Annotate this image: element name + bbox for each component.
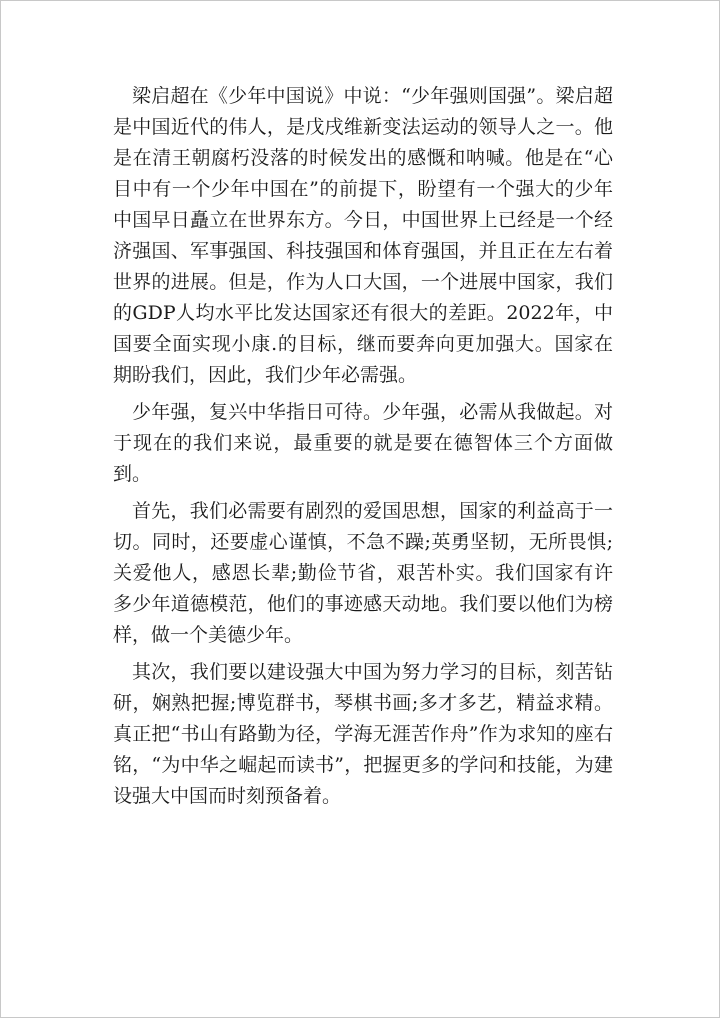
paragraph-3: 首先，我们必需要有剧烈的爱国思想，国家的利益高于一切。同时，还要虚心谨慎，不急不躁;英勇坚韧，无所畏惧;关爱他人，感恩长辈;勤俭节省，艰苦朴实。我们国家有许多少年道德模范，他们的事迹感天动地。我们要以他们为榜样，做一个美德少年。 <box>113 500 613 646</box>
paragraph-4: 其次，我们要以建设强大中国为努力学习的目标，刻苦钻研，娴熟把握;博览群书，琴棋书画;多才多艺，精益求精。真正把“书山有路勤为径，学海无涯苦作舟”作为求知的座右铭，“为中华之崛起而读书”，把握更多的学问和技能，为建设强大中国而时刻预备着。 <box>113 661 613 807</box>
document-body <box>113 81 613 812</box>
paragraph-1: 梁启超在《少年中国说》中说：“少年强则国强”。梁启超是中国近代的伟人，是戊戌维新变法运动的领导人之一。他是在清王朝腐朽没落的时候发出的感慨和呐喊。他是在“心目中有一个少年中国在”的前提下，盼望有一个强大的少年中国早日矗立在世界东方。今日，中国世界上已经是一个经济强国、军事强国、科技强国和体育强国，并且正在左右着世界的进展。但是，作为人口大国，一个进展中国家，我们的GDP人均水平比发达国家还有很大的差距。2022年，中国要全面实现小康.的目标，继而要奔向更加强大。国家在期盼我们，因此，我们少年必需强。 <box>113 85 613 386</box>
paragraph-2: 少年强，复兴中华指日可待。少年强，必需从我做起。对于现在的我们来说，最重要的就是要在德智体三个方面做到。 <box>113 401 613 485</box>
